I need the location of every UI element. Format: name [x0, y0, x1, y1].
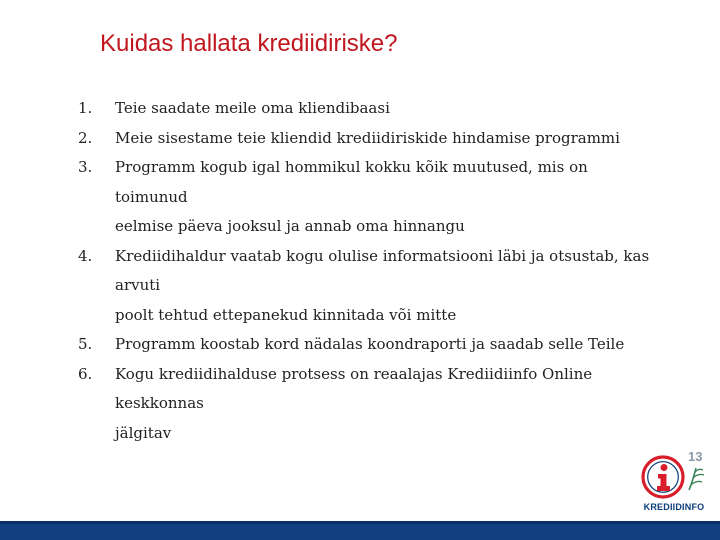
step-number-2: 2.	[78, 128, 93, 147]
step-text-line: Programm koostab kord nädalas koondraporti ja saadab selle Teile	[115, 335, 625, 353]
step-number-4: 4.	[78, 246, 93, 265]
step-number-1: 1.	[78, 99, 93, 117]
step-number-6: 6.	[78, 364, 93, 383]
logo-anniversary-number: 13	[688, 449, 703, 464]
step-text-line: eelmise päeva jooksul ja annab oma hinnangu	[115, 217, 465, 235]
process-step-3	[78, 153, 658, 242]
step-text-line: Programm kogub igal hommikul kokku kõik muutused, mis on toimunud	[115, 158, 588, 206]
step-text-1	[115, 94, 658, 124]
step-text-line: Kogu krediidihalduse protsess on reaalajas Krediidiinfo Online keskkonnas	[115, 364, 593, 412]
process-step-list	[78, 94, 658, 448]
process-step-4	[78, 242, 658, 331]
step-text-line: Krediidihaldur vaatab kogu olulise informatsiooni läbi ja otsustab, kas arvuti	[115, 246, 650, 294]
process-step-2	[78, 124, 658, 154]
step-text-5	[115, 330, 658, 360]
krediidiinfo-logo	[633, 447, 715, 515]
step-text-4	[115, 242, 658, 331]
bottom-decorative-bar	[0, 521, 720, 540]
step-text-line: Teie saadate meile oma kliendibaasi	[115, 99, 390, 117]
step-text-line: Meie sisestame teie kliendid krediidiriskide hindamise programmi	[115, 128, 620, 147]
step-text-6	[115, 360, 658, 449]
step-text-2	[115, 124, 658, 154]
krediidiinfo-logo-icon	[633, 447, 715, 502]
logo-company-name: KREDIIDINFO	[643, 502, 705, 512]
step-text-3	[115, 153, 658, 242]
process-step-5	[78, 330, 658, 360]
step-text-line: jälgitav	[115, 423, 172, 442]
process-step-1	[78, 94, 658, 124]
slide-title: Kuidas hallata krediidiriske?	[100, 30, 398, 57]
process-step-6	[78, 360, 658, 449]
step-number-5: 5.	[78, 335, 93, 353]
step-number-3: 3.	[78, 158, 93, 176]
logo-info-dot-icon	[661, 464, 668, 471]
step-text-line: poolt tehtud ettepanekud kinnitada või mitte	[115, 305, 457, 324]
